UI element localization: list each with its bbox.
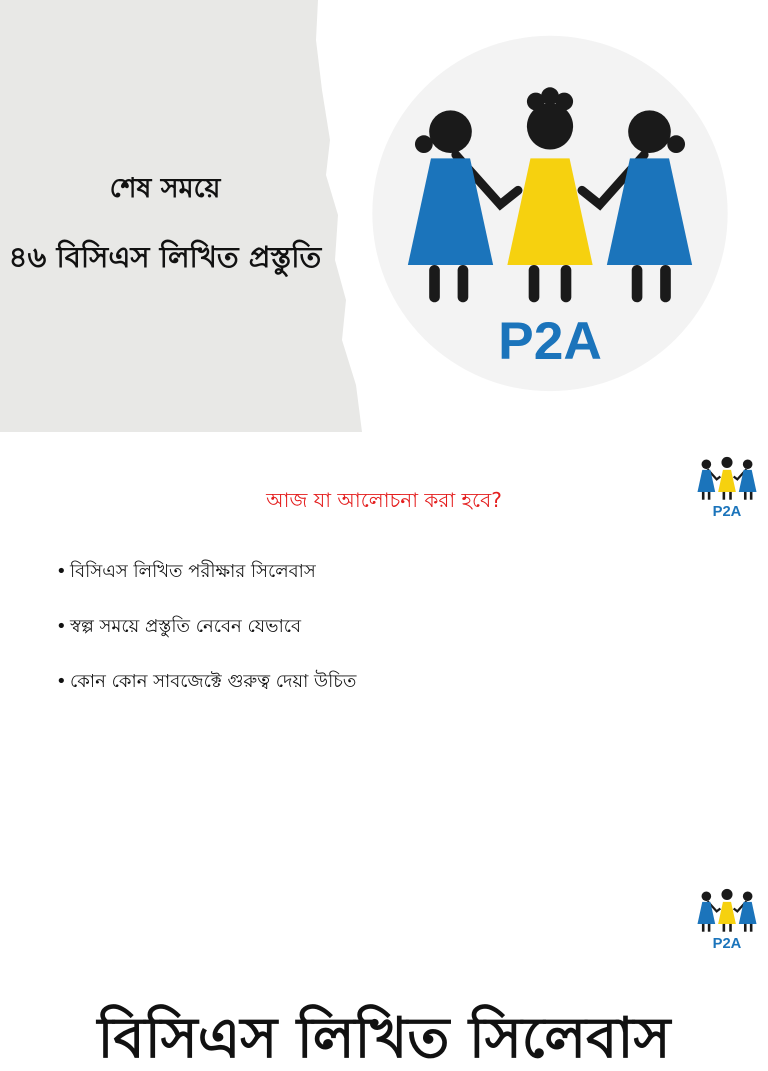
list-item <box>56 558 356 613</box>
logo-text: P2A <box>498 312 602 372</box>
slide-title-line-2: ৪৬ বিসিএস লিখিত প্রস্তুতি <box>8 240 322 274</box>
agenda-list <box>56 558 356 723</box>
agenda-slide <box>0 432 768 864</box>
bullet-icon: • <box>56 671 67 692</box>
logo-text: P2A <box>712 935 742 952</box>
list-item <box>56 668 356 723</box>
p2a-logo-small <box>690 876 764 952</box>
bullet-icon: • <box>56 561 67 582</box>
bullet-icon: • <box>56 616 67 637</box>
logo-text: P2A <box>712 503 742 520</box>
agenda-heading: আজ যা আলোচনা করা হবে? <box>266 488 502 512</box>
title-slide <box>0 0 768 432</box>
p2a-logo <box>372 34 728 400</box>
list-item <box>56 613 356 668</box>
list-item-text: বিসিএস লিখিত পরীক্ষার সিলেবাস <box>70 561 316 582</box>
list-item-text: কোন কোন সাবজেক্টে গুরুত্ব দেয়া উচিত <box>70 671 357 692</box>
slide-title-partial: বিসিএস লিখিত সিলেবাস <box>97 1005 671 1071</box>
syllabus-slide <box>0 864 768 1071</box>
three-children-icon <box>697 889 756 932</box>
list-item-text: স্বল্প সময়ে প্রস্তুতি নেবেন যেভাবে <box>70 616 302 637</box>
slide-title-line-1: শেষ সময়ে <box>109 173 221 204</box>
torn-paper-panel <box>0 0 380 432</box>
